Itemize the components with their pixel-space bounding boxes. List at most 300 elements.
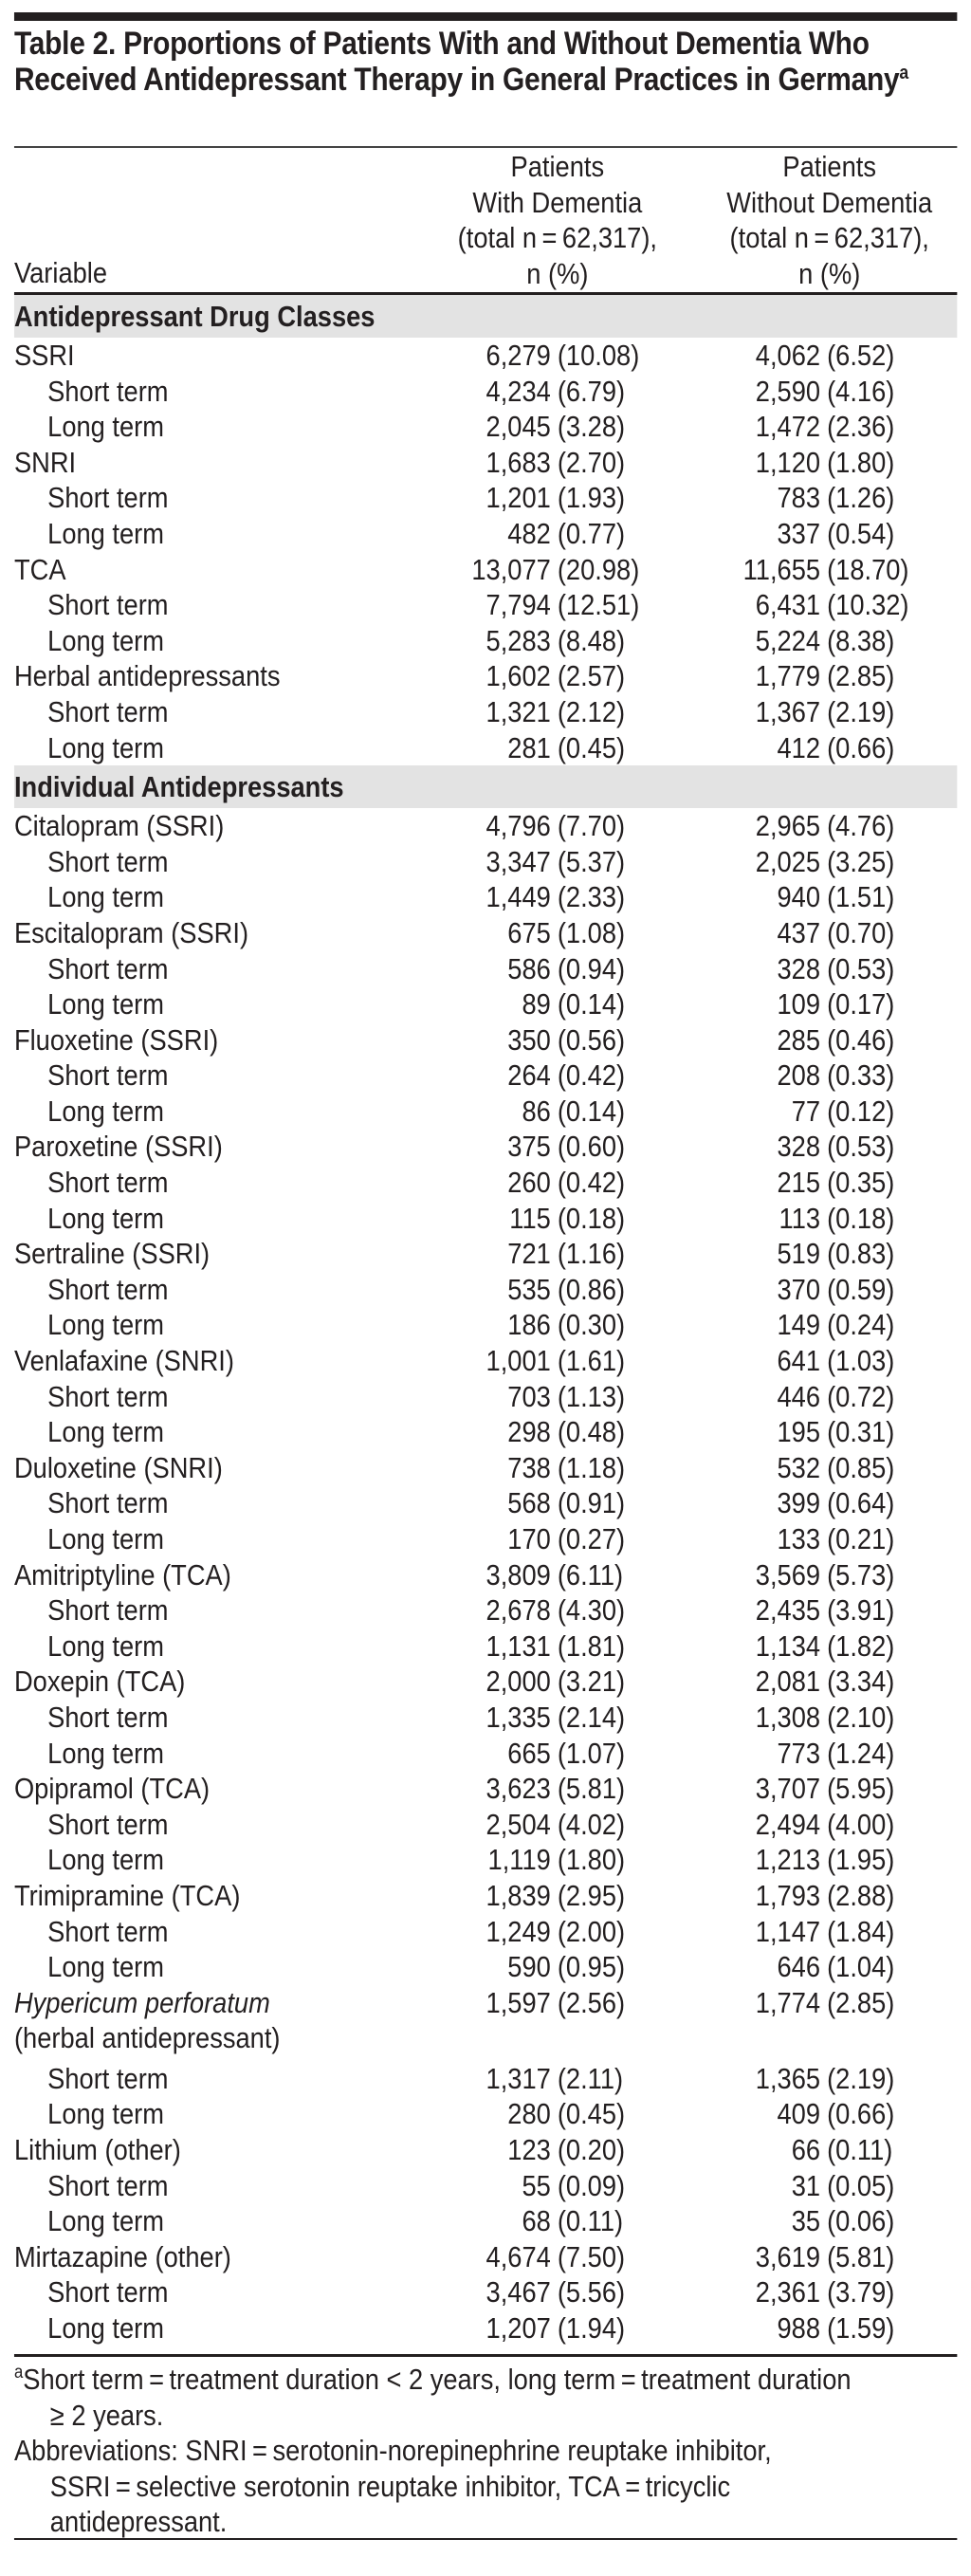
- with-dementia-percent: (5.56): [557, 2275, 626, 2309]
- without-dementia-percent: (4.16): [827, 374, 895, 408]
- without-dementia-percent: (0.54): [827, 516, 895, 550]
- table-row: [0, 1094, 971, 1130]
- table-row: [0, 1414, 971, 1450]
- table-row: [0, 1736, 971, 1772]
- row-label: Short term: [47, 374, 169, 408]
- without-dementia-count: 109: [777, 987, 821, 1021]
- with-dementia-percent: (0.27): [557, 1522, 626, 1555]
- with-dementia-percent: (0.14): [557, 987, 626, 1021]
- with-dementia-count: 260: [507, 1166, 551, 1200]
- without-dementia-percent: (6.52): [827, 339, 895, 372]
- table-row: [0, 808, 971, 844]
- without-dementia-percent: (3.91): [827, 1593, 895, 1628]
- with-dementia-percent: (2.14): [557, 1700, 626, 1734]
- row-label: Long term: [47, 1736, 164, 1770]
- with-dementia-percent: (5.81): [557, 1772, 626, 1806]
- with-dementia-percent: (0.45): [557, 730, 626, 764]
- table-row: [0, 658, 971, 694]
- with-dementia-percent: (10.08): [557, 339, 640, 372]
- header-line: (total n = 62,317),: [457, 221, 658, 254]
- table-row: [0, 2168, 971, 2204]
- with-dementia-percent: (20.98): [557, 552, 640, 586]
- without-dementia-count: 208: [777, 1058, 821, 1093]
- table-row: [0, 951, 971, 987]
- table-title-text: Table 2. Proportions of Patients With and Without Dementia Who Received Antidepressant Therapy in General Practices in Germany: [13, 26, 900, 98]
- with-dementia-count: 1,119: [487, 1843, 551, 1877]
- row-label: Short term: [47, 1058, 169, 1093]
- row-label: Long term: [47, 880, 164, 914]
- column-header-variable: Variable: [13, 256, 108, 289]
- table-row: [0, 730, 971, 766]
- without-dementia-count: 328: [777, 1130, 821, 1164]
- table-row: [0, 2203, 971, 2239]
- table-title: [14, 26, 965, 98]
- with-dementia-percent: (2.95): [557, 1878, 626, 1912]
- without-dementia-percent: (4.00): [827, 1807, 895, 1841]
- table-row: [0, 1236, 971, 1272]
- footnote-marker: a: [13, 2363, 24, 2383]
- with-dementia-count: 1,317: [486, 2061, 551, 2095]
- without-dementia-count: 5,224: [755, 623, 821, 657]
- with-dementia-count: 568: [507, 1486, 551, 1520]
- without-dementia-percent: (0.17): [827, 987, 895, 1021]
- with-dementia-percent: (2.11): [557, 2061, 624, 2095]
- with-dementia-percent: (0.42): [557, 1058, 626, 1093]
- without-dementia-percent: (5.81): [827, 2239, 895, 2273]
- without-dementia-percent: (1.04): [827, 1950, 895, 1984]
- table-row: [0, 694, 971, 730]
- with-dementia-percent: (0.14): [557, 1094, 626, 1128]
- table-row: [0, 879, 971, 915]
- with-dementia-percent: (0.91): [557, 1486, 626, 1520]
- with-dementia-count: 123: [507, 2132, 551, 2166]
- with-dementia-count: 350: [507, 1022, 551, 1057]
- row-label: Escitalopram (SSRI): [13, 915, 249, 949]
- row-label: Short term: [47, 844, 169, 878]
- without-dementia-count: 1,472: [755, 410, 821, 444]
- table-row: [0, 480, 971, 516]
- with-dementia-count: 675: [507, 915, 551, 949]
- with-dementia-count: 1,207: [486, 2310, 551, 2345]
- table-row: [0, 1985, 971, 2061]
- without-dementia-count: 646: [777, 1950, 821, 1984]
- without-dementia-percent: (0.70): [827, 915, 895, 949]
- with-dementia-percent: (1.81): [557, 1628, 626, 1663]
- with-dementia-count: 13,077: [471, 552, 551, 586]
- without-dementia-percent: (0.72): [827, 1379, 895, 1413]
- without-dementia-count: 3,619: [755, 2239, 821, 2273]
- section-title: Individual Antidepressants: [13, 770, 344, 804]
- without-dementia-count: 2,965: [755, 809, 821, 843]
- footnote-a-line: [14, 2362, 965, 2398]
- row-label: Sertraline (SSRI): [13, 1237, 211, 1271]
- without-dementia-percent: (2.19): [827, 694, 895, 728]
- with-dementia-percent: (2.12): [557, 694, 626, 728]
- table-row: [0, 516, 971, 552]
- table-body: [0, 295, 971, 2346]
- without-dementia-count: 2,081: [755, 1665, 821, 1699]
- row-label: [14, 1985, 281, 2056]
- table-row: [0, 552, 971, 588]
- without-dementia-count: 988: [777, 2310, 821, 2345]
- with-dementia-percent: (2.56): [557, 1985, 626, 2019]
- without-dementia-count: 1,793: [755, 1878, 821, 1912]
- with-dementia-count: 590: [507, 1950, 551, 1984]
- with-dementia-percent: (1.94): [557, 2310, 626, 2345]
- without-dementia-count: 399: [777, 1486, 821, 1520]
- with-dementia-percent: (0.09): [557, 2168, 626, 2202]
- without-dementia-percent: (0.64): [827, 1486, 895, 1520]
- page-bottom-rule: [14, 2538, 957, 2540]
- with-dementia-percent: (6.11): [557, 1557, 624, 1592]
- table-row: [0, 2239, 971, 2275]
- header-line: (total n = 62,317),: [729, 221, 929, 254]
- with-dementia-percent: (6.79): [557, 374, 626, 408]
- without-dementia-percent: (0.12): [827, 1094, 895, 1128]
- row-label: Short term: [47, 1379, 169, 1413]
- with-dementia-percent: (2.57): [557, 659, 626, 693]
- with-dementia-count: 3,467: [486, 2275, 551, 2309]
- row-label: Short term: [47, 588, 169, 622]
- without-dementia-percent: (18.70): [827, 552, 909, 586]
- without-dementia-count: 31: [791, 2168, 821, 2202]
- with-dementia-count: 86: [522, 1094, 551, 1128]
- table-row: [0, 1022, 971, 1058]
- with-dementia-count: 1,321: [486, 694, 551, 728]
- with-dementia-count: 3,623: [486, 1772, 551, 1806]
- table-row: [0, 1842, 971, 1878]
- without-dementia-count: 1,213: [755, 1843, 821, 1877]
- row-label: Fluoxetine (SSRI): [13, 1022, 219, 1057]
- with-dementia-count: 170: [507, 1522, 551, 1555]
- section-header: [14, 295, 957, 338]
- table-row: [0, 1129, 971, 1165]
- without-dementia-percent: (1.95): [827, 1843, 895, 1877]
- row-label: Long term: [47, 1308, 164, 1342]
- with-dementia-count: 115: [509, 1201, 551, 1235]
- with-dementia-percent: (1.61): [557, 1344, 626, 1378]
- table-row: [0, 1949, 971, 1985]
- table-row: [0, 986, 971, 1022]
- without-dementia-count: 133: [777, 1522, 821, 1555]
- table-row: [0, 1592, 971, 1628]
- without-dementia-percent: (0.33): [827, 1058, 895, 1093]
- abbreviations-line: Abbreviations: SNRI = serotonin-norepinephrine reuptake inhibitor,: [13, 2434, 772, 2467]
- with-dementia-count: 665: [507, 1736, 551, 1770]
- row-label: Short term: [47, 1486, 169, 1520]
- with-dementia-percent: (0.94): [557, 951, 626, 985]
- with-dementia-count: 3,347: [486, 844, 551, 878]
- without-dementia-percent: (3.25): [827, 844, 895, 878]
- without-dementia-count: 446: [777, 1379, 821, 1413]
- without-dementia-count: 2,025: [755, 844, 821, 878]
- row-label: Short term: [47, 1272, 169, 1306]
- without-dementia-count: 328: [777, 951, 821, 985]
- with-dementia-percent: (0.30): [557, 1308, 626, 1342]
- row-label: Venlafaxine (SNRI): [13, 1344, 234, 1378]
- with-dementia-count: 721: [507, 1237, 551, 1271]
- with-dementia-percent: (1.18): [557, 1450, 626, 1484]
- without-dementia-percent: (5.73): [827, 1557, 895, 1592]
- with-dementia-count: 280: [507, 2097, 551, 2131]
- without-dementia-count: 285: [777, 1022, 821, 1057]
- with-dementia-count: 68: [522, 2204, 551, 2238]
- with-dementia-percent: (1.13): [557, 1379, 626, 1413]
- footnote-a-line: ≥ 2 years.: [49, 2398, 164, 2432]
- without-dementia-count: 641: [777, 1344, 821, 1378]
- without-dementia-percent: (0.66): [827, 2097, 895, 2131]
- row-label: Long term: [47, 1843, 164, 1877]
- with-dementia-percent: (0.60): [557, 1130, 626, 1164]
- with-dementia-percent: (0.20): [557, 2132, 626, 2166]
- row-label: Long term: [47, 1201, 164, 1235]
- without-dementia-percent: (0.46): [827, 1022, 895, 1057]
- with-dementia-count: 1,602: [486, 659, 551, 693]
- with-dementia-percent: (0.95): [557, 1950, 626, 1984]
- without-dementia-percent: (1.84): [827, 1914, 895, 1948]
- without-dementia-count: 1,367: [755, 694, 821, 728]
- with-dementia-count: 2,504: [486, 1807, 551, 1841]
- with-dementia-count: 1,249: [486, 1914, 551, 1948]
- with-dementia-count: 1,001: [486, 1344, 551, 1378]
- with-dementia-percent: (3.28): [557, 410, 626, 444]
- footnote-text: Short term = treatment duration < 2 years, long term = treatment duration: [23, 2363, 852, 2396]
- with-dementia-count: 55: [522, 2168, 551, 2202]
- table-row: [0, 1058, 971, 1094]
- abbreviations-line: SSRI = selective serotonin reuptake inhibitor, TCA = tricyclic: [49, 2469, 731, 2503]
- without-dementia-count: 3,707: [755, 1772, 821, 1806]
- header-top-rule: [14, 146, 957, 148]
- without-dementia-percent: (0.11): [827, 2132, 893, 2166]
- row-label: Citalopram (SSRI): [13, 809, 225, 843]
- with-dementia-count: 1,201: [486, 481, 551, 515]
- without-dementia-percent: (3.79): [827, 2275, 895, 2309]
- without-dementia-count: 2,590: [755, 374, 821, 408]
- with-dementia-count: 375: [507, 1130, 551, 1164]
- table-row: [0, 587, 971, 623]
- with-dementia-count: 89: [522, 987, 551, 1021]
- without-dementia-percent: (1.82): [827, 1628, 895, 1663]
- without-dementia-percent: (2.19): [827, 2061, 895, 2095]
- table-row: [0, 1165, 971, 1201]
- with-dementia-percent: (0.45): [557, 2097, 626, 2131]
- table-row: [0, 1307, 971, 1343]
- without-dementia-percent: (2.85): [827, 1985, 895, 2019]
- with-dementia-count: 5,283: [486, 623, 551, 657]
- table-row: [0, 2061, 971, 2097]
- with-dementia-count: 1,683: [486, 445, 551, 479]
- row-label: Duloxetine (SNRI): [13, 1450, 223, 1484]
- table-row: [0, 1521, 971, 1557]
- row-label: Herbal antidepressants: [13, 659, 281, 693]
- table-row: [0, 2096, 971, 2132]
- with-dementia-count: 2,000: [486, 1665, 551, 1699]
- footnotes: [14, 2362, 965, 2540]
- row-label: Long term: [47, 730, 164, 764]
- table-row: [0, 1664, 971, 1700]
- without-dementia-count: 77: [791, 1094, 821, 1128]
- without-dementia-count: 113: [779, 1201, 821, 1235]
- without-dementia-count: 1,147: [755, 1914, 821, 1948]
- table-row: [0, 844, 971, 880]
- without-dementia-percent: (1.80): [827, 445, 895, 479]
- row-label: Trimipramine (TCA): [13, 1878, 241, 1912]
- without-dementia-percent: (0.31): [827, 1415, 895, 1449]
- without-dementia-percent: (1.59): [827, 2310, 895, 2345]
- row-label: Long term: [47, 623, 164, 657]
- without-dementia-percent: (1.26): [827, 481, 895, 515]
- without-dementia-percent: (0.66): [827, 730, 895, 764]
- table-row: [0, 2310, 971, 2346]
- column-header-with-dementia: [432, 149, 683, 291]
- with-dementia-percent: (12.51): [557, 588, 640, 622]
- row-label: Short term: [47, 1807, 169, 1841]
- with-dementia-count: 1,449: [486, 880, 551, 914]
- header-line: n (%): [798, 256, 861, 290]
- without-dementia-percent: (0.21): [827, 1522, 895, 1555]
- table-row: [0, 1343, 971, 1379]
- without-dementia-percent: (1.03): [827, 1344, 895, 1378]
- with-dementia-percent: (0.77): [557, 516, 626, 550]
- with-dementia-count: 6,279: [486, 339, 551, 372]
- without-dementia-percent: (3.34): [827, 1665, 895, 1699]
- with-dementia-count: 264: [507, 1058, 551, 1093]
- row-label-subtext: (herbal antidepressant): [13, 2021, 281, 2055]
- with-dementia-count: 2,678: [486, 1593, 551, 1628]
- without-dementia-percent: (0.59): [827, 1272, 895, 1306]
- without-dementia-count: 409: [777, 2097, 821, 2131]
- with-dementia-percent: (8.48): [557, 623, 626, 657]
- without-dementia-count: 940: [777, 880, 821, 914]
- with-dementia-count: 1,131: [486, 1628, 551, 1663]
- table-row: [0, 1700, 971, 1736]
- without-dementia-count: 2,435: [755, 1593, 821, 1628]
- with-dementia-count: 4,674: [486, 2239, 551, 2273]
- row-label: Long term: [47, 2204, 164, 2238]
- with-dementia-count: 1,597: [486, 1985, 551, 2019]
- table-row: [0, 1201, 971, 1237]
- without-dementia-percent: (0.53): [827, 951, 895, 985]
- table-row: [0, 1272, 971, 1308]
- without-dementia-percent: (0.83): [827, 1237, 895, 1271]
- without-dementia-count: 66: [791, 2132, 821, 2166]
- with-dementia-percent: (1.08): [557, 915, 626, 949]
- row-label: Lithium (other): [13, 2132, 181, 2166]
- table-row: [0, 1771, 971, 1807]
- table-row: [0, 1450, 971, 1486]
- with-dementia-percent: (2.33): [557, 880, 626, 914]
- header-line: With Dementia: [472, 185, 643, 219]
- row-label: Amitriptyline (TCA): [13, 1557, 231, 1592]
- with-dementia-percent: (7.50): [557, 2239, 626, 2273]
- row-label-text: Hypericum perforatum: [13, 1985, 270, 2019]
- without-dementia-count: 149: [777, 1308, 821, 1342]
- row-label: SSRI: [13, 339, 75, 372]
- with-dementia-percent: (4.30): [557, 1593, 626, 1628]
- header-line: Patients: [510, 150, 605, 183]
- row-label: Long term: [47, 410, 164, 444]
- without-dementia-count: 2,361: [755, 2275, 821, 2309]
- table-row: [0, 1807, 971, 1843]
- row-label: Long term: [47, 516, 164, 550]
- table-row: [0, 1914, 971, 1950]
- with-dementia-percent: (7.70): [557, 809, 626, 843]
- without-dementia-count: 1,308: [755, 1700, 821, 1734]
- with-dementia-percent: (3.21): [557, 1665, 626, 1699]
- without-dementia-percent: (2.85): [827, 659, 895, 693]
- without-dementia-percent: (0.35): [827, 1166, 895, 1200]
- row-label: Short term: [47, 1914, 169, 1948]
- with-dementia-count: 738: [507, 1450, 551, 1484]
- row-label: Short term: [47, 694, 169, 728]
- row-label: Long term: [47, 1950, 164, 1984]
- row-label: Long term: [47, 1522, 164, 1555]
- without-dementia-count: 215: [777, 1166, 821, 1200]
- row-label: Mirtazapine (other): [13, 2239, 231, 2273]
- table-row: [0, 338, 971, 374]
- without-dementia-percent: (5.95): [827, 1772, 895, 1806]
- without-dementia-count: 370: [777, 1272, 821, 1306]
- table-row: [0, 409, 971, 445]
- without-dementia-count: 412: [777, 730, 821, 764]
- without-dementia-percent: (0.18): [827, 1201, 895, 1235]
- row-label: Short term: [47, 1700, 169, 1734]
- row-label: Short term: [47, 2168, 169, 2202]
- without-dementia-percent: (2.10): [827, 1700, 895, 1734]
- row-label: TCA: [13, 552, 66, 586]
- section-title: Antidepressant Drug Classes: [13, 300, 376, 333]
- section-header: [14, 765, 957, 808]
- without-dementia-count: 773: [777, 1736, 821, 1770]
- table-row: [0, 2132, 971, 2168]
- row-label: Short term: [47, 481, 169, 515]
- without-dementia-count: 1,774: [755, 1985, 821, 2019]
- without-dementia-count: 783: [777, 481, 821, 515]
- row-label: Long term: [47, 1094, 164, 1128]
- without-dementia-percent: (0.24): [827, 1308, 895, 1342]
- without-dementia-count: 11,655: [742, 552, 821, 586]
- with-dementia-count: 703: [507, 1379, 551, 1413]
- header-line: n (%): [526, 256, 589, 290]
- row-label: Doxepin (TCA): [13, 1665, 186, 1699]
- without-dementia-count: 4,062: [755, 339, 821, 372]
- header-line: Without Dementia: [726, 185, 933, 219]
- without-dementia-percent: (0.06): [827, 2204, 895, 2238]
- row-label: Short term: [47, 2275, 169, 2309]
- with-dementia-percent: (1.93): [557, 481, 626, 515]
- table-row: [0, 2274, 971, 2310]
- row-label: SNRI: [13, 445, 77, 479]
- table-row: [0, 1628, 971, 1665]
- row-label: Long term: [47, 1415, 164, 1449]
- with-dementia-count: 281: [507, 730, 551, 764]
- with-dementia-percent: (5.37): [557, 844, 626, 878]
- with-dementia-percent: (0.42): [557, 1166, 626, 1200]
- without-dementia-percent: (1.24): [827, 1736, 895, 1770]
- table-row: [0, 374, 971, 410]
- title-footnote-marker: a: [899, 63, 908, 83]
- with-dementia-percent: (2.70): [557, 445, 626, 479]
- without-dementia-count: 437: [777, 915, 821, 949]
- with-dementia-percent: (2.00): [557, 1914, 626, 1948]
- with-dementia-percent: (0.86): [557, 1272, 626, 1306]
- row-label: Long term: [47, 987, 164, 1021]
- row-label: Short term: [47, 1593, 169, 1628]
- without-dementia-count: 35: [791, 2204, 821, 2238]
- table-row: [0, 445, 971, 481]
- row-label: Long term: [47, 2097, 164, 2131]
- with-dementia-percent: (1.16): [557, 1237, 626, 1271]
